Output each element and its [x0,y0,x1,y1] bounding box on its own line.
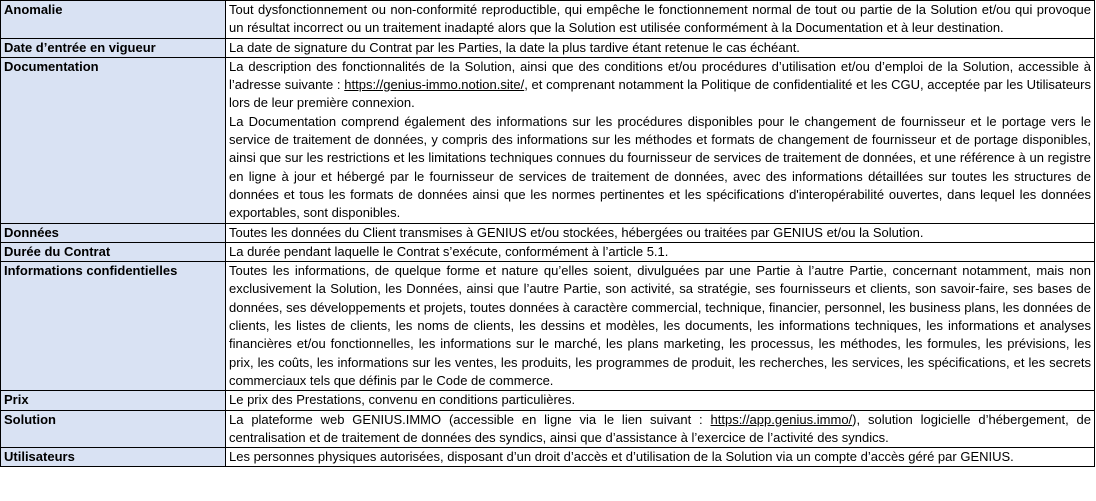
definition-cell: Toutes les données du Client transmises à GENIUS et/ou stockées, hébergées ou traitées par GENIUS et/ou la Solution. [226,223,1095,242]
table-row [1,1,1095,39]
solution-link[interactable]: https://app.genius.immo/ [710,411,853,427]
definition-cell: Les personnes physiques autorisées, disposant d’un droit d’accès et d’utilisation de la Solution via un compte d’accès géré par GENIUS. [226,448,1095,467]
term-cell: Données [1,223,226,242]
term-cell: Anomalie [1,1,226,39]
definition-text: , et comprenant notamment la Politique de confidentialité et les CGU, acceptée par les Utilisateurs lors de leur première connexion. [229,77,1091,111]
definition-text: ), solution logicielle d’hébergement, de centralisation et de traitement de données des syndics, ainsi que d’assistance à l’exercice de l’activité des syndics. [229,411,1091,445]
table-row [1,448,1095,467]
definition-cell: La durée pendant laquelle le Contrat s’exécute, conformément à l’article 5.1. [226,242,1095,261]
table-row [1,262,1095,391]
definition-cell [226,410,1095,448]
documentation-link[interactable]: https://genius-immo.notion.site/ [344,77,525,93]
definition-text: La description des fonctionnalités de la Solution, ainsi que des conditions et/ou procédures d’utilisation et/ou d’emploi de la Solution, accessible à l’adresse suivante : [229,58,1091,93]
definition-cell: Tout dysfonctionnement ou non-conformité reproductible, qui empêche le fonctionnement normal de tout ou partie de la Solution et/ou qui provoque un résultat incorrect ou un traitement inadapté alors que la Solution est utilisée conformément à la Documentation et à leur destination. [226,1,1095,39]
table-row [1,223,1095,242]
table-row [1,38,1095,57]
term-cell: Date d’entrée en vigueur [1,38,226,57]
definition-cell: Le prix des Prestations, convenu en conditions particulières. [226,391,1095,410]
definition-paragraph [229,58,1091,113]
definition-paragraph: La Documentation comprend également des informations sur les procédures disponibles pour le changement de fournisseur et le portage vers le service de traitement de données, y compris des informations sur les méthodes et formats de changement de fournisseur et de portage disponibles, ainsi que sur les restrictions et les limitations techniques connues du fournisseur de services de traitement de données, et une référence à un registre en ligne à jour et hébergé par le fournisseur de services de traitement de données, avec des informations détaillées sur toutes les structures de données et tous les formats de données ainsi que les normes pertinentes et les spécifications d'interopérabilité ouvertes, dans lequel les données exportables, sont disponibles. [229,113,1091,221]
table-row [1,242,1095,261]
definition-cell: Toutes les informations, de quelque forme et nature qu’elles soient, divulguées par une Partie à l’autre Partie, concernant notamment, mais non exclusivement la Solution, les Données, ainsi que l’autre Partie, son activité, sa stratégie, ses fournisseurs et clients, son savoir-faire, ses bases de données, ses développements et projets, toutes données à caractère commercial, technique, financier, personnel, les business plans, les données de clients, les listes de clients, les noms de clients, les dessins et modèles, les documents, les informations techniques, les informations et analyses financières et/ou fonctionnelles, les informations sur le marché, les plans marketing, les processus, les méthodes, les formules, les prévisions, les prix, les coûts, les informations sur les ventes, les produits, les programmes de produit, les recherches, les services, les spécifications, et les secrets commerciaux tels que définis par le Code de commerce. [226,262,1095,391]
definition-cell [226,57,1095,223]
table-row [1,391,1095,410]
table-row [1,57,1095,223]
term-cell: Durée du Contrat [1,242,226,261]
term-cell: Documentation [1,57,226,223]
term-cell: Solution [1,410,226,448]
term-cell: Utilisateurs [1,448,226,467]
definition-cell: La date de signature du Contrat par les Parties, la date la plus tardive étant retenue le cas échéant. [226,38,1095,57]
term-cell: Prix [1,391,226,410]
term-cell: Informations confidentielles [1,262,226,391]
definition-text: La plateforme web GENIUS.IMMO (accessible en ligne via le lien suivant : [229,411,711,427]
table-row [1,410,1095,448]
